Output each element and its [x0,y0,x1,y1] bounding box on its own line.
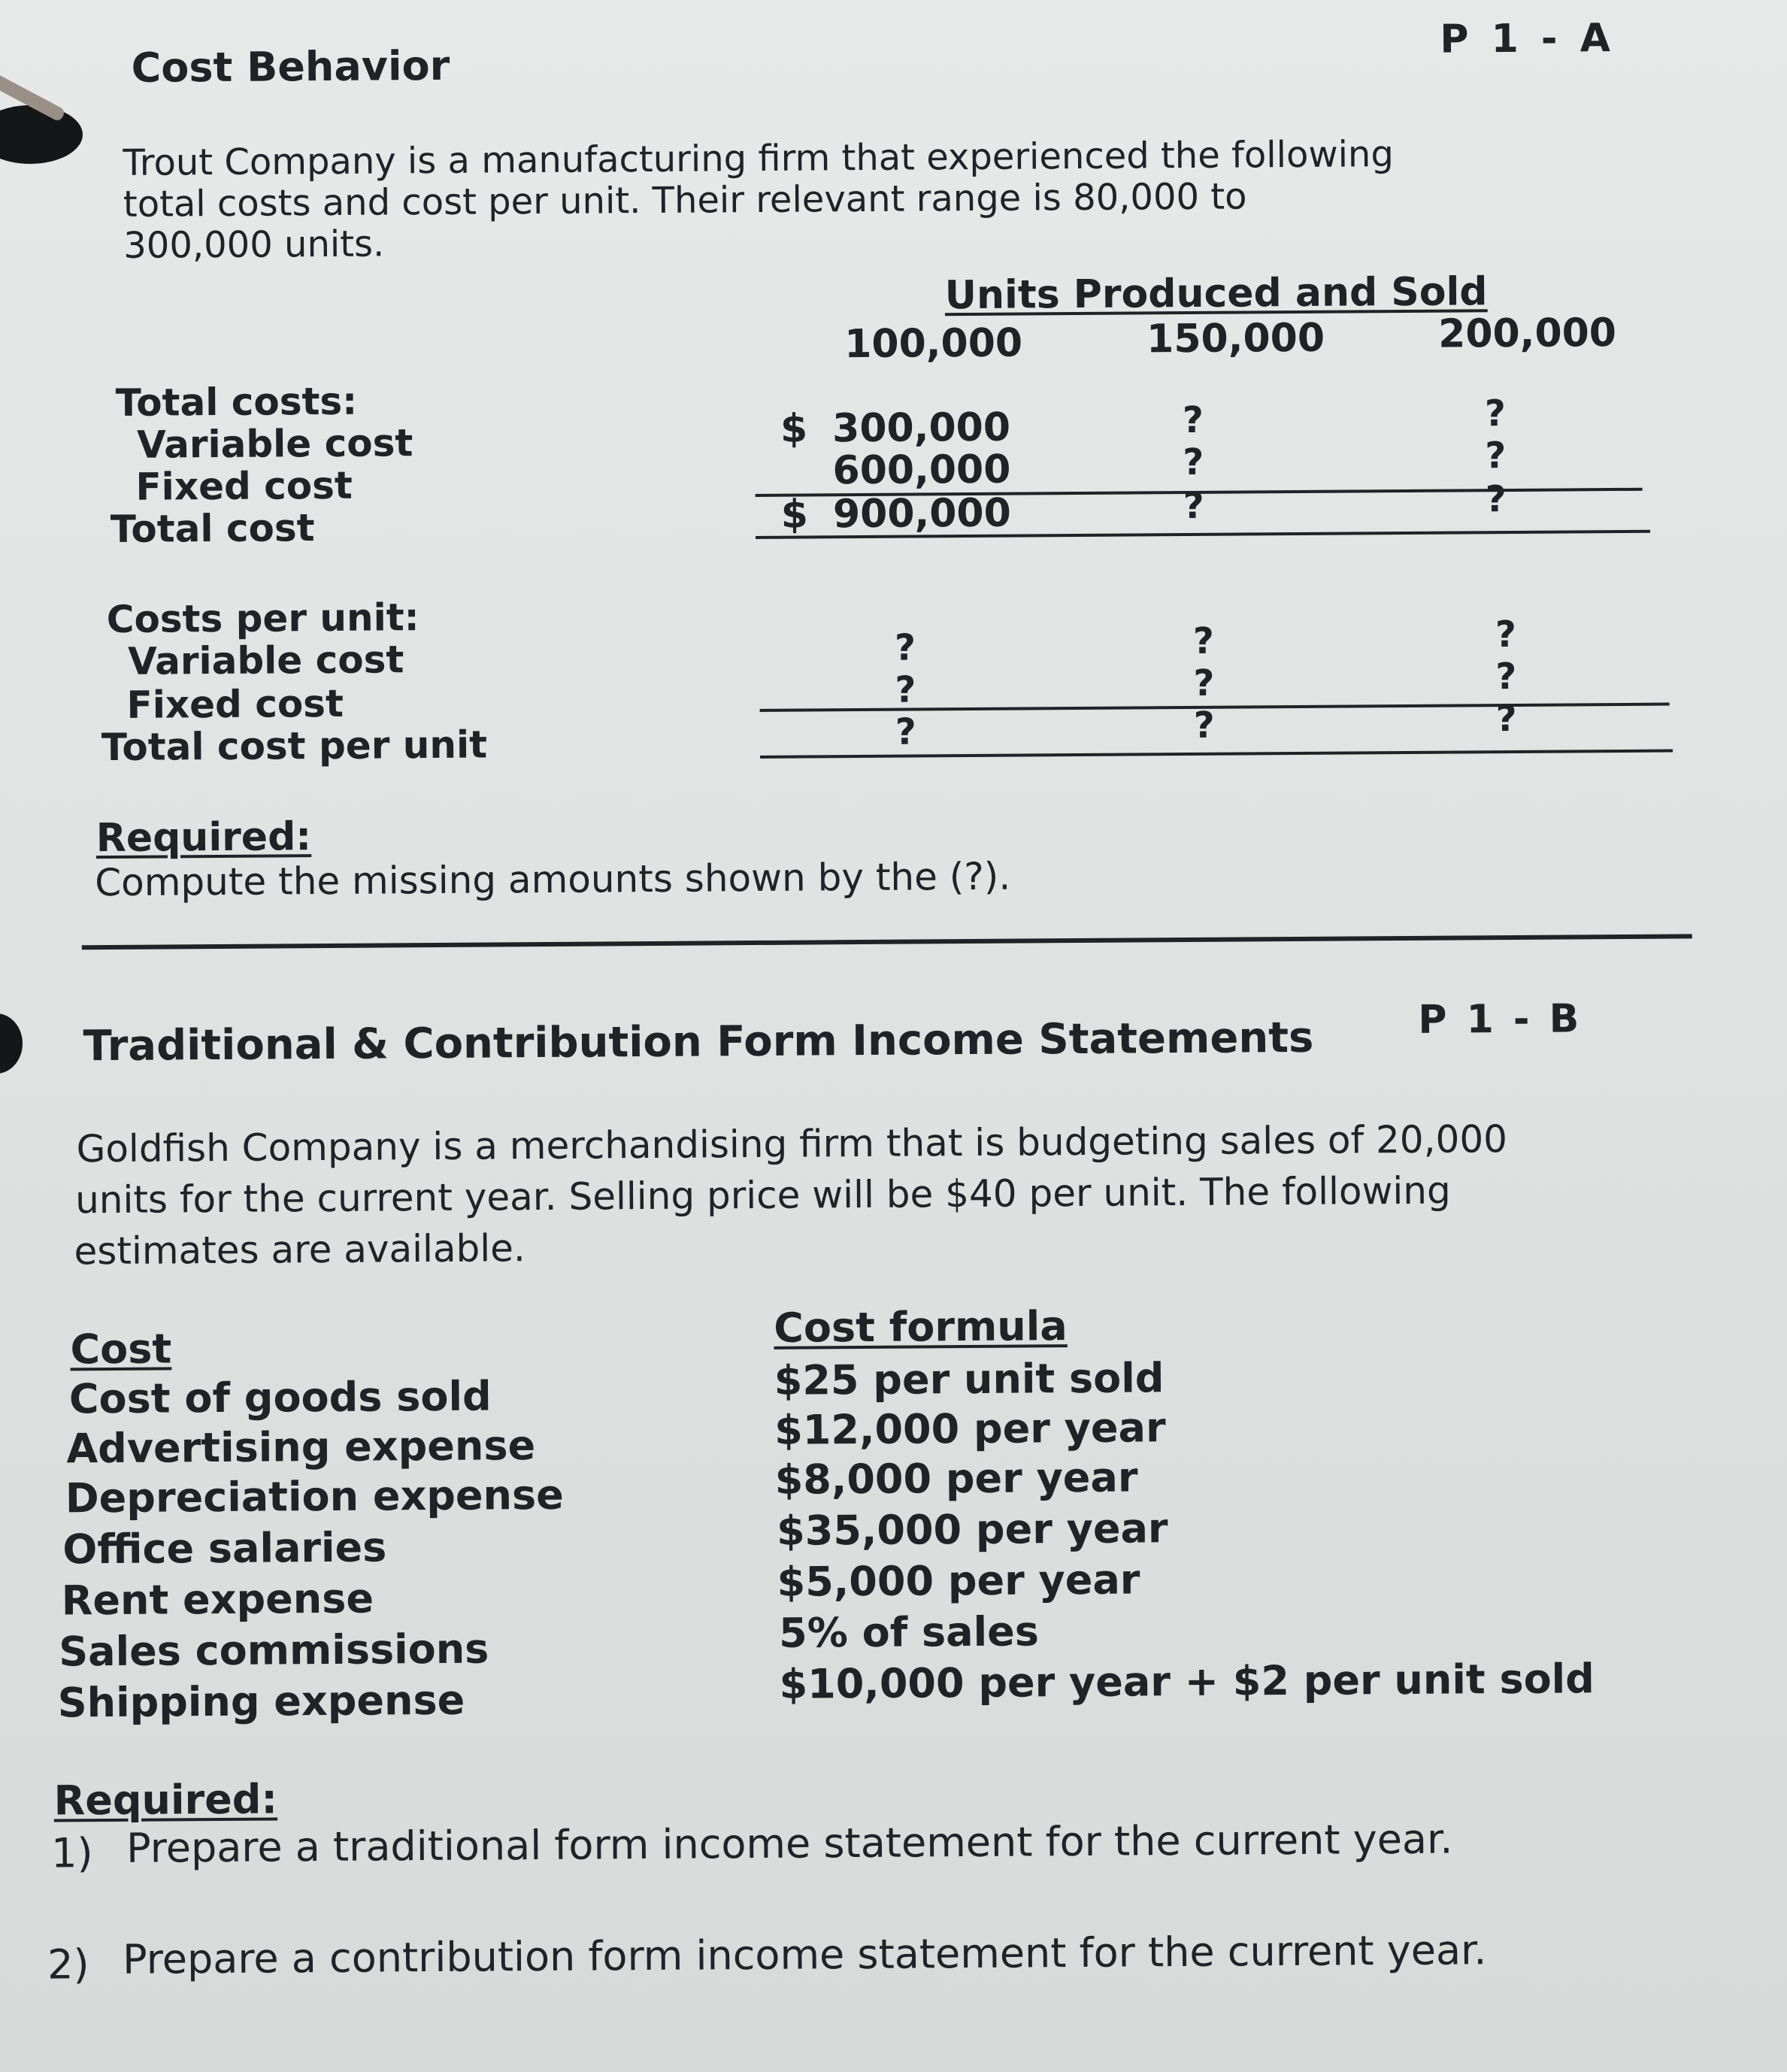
cost-formula-header: Cost formula [774,1302,1068,1352]
unit-fixed-200000: ? [1495,655,1517,698]
formula-rent: $5,000 per year [777,1556,1140,1606]
formula-depreciation: $8,000 per year [774,1453,1138,1504]
formula-office-salaries: $35,000 per year [776,1504,1168,1555]
p1a-intro-line-2: total costs and cost per unit. Their relevant range is 80,000 to [123,175,1247,226]
variable-cost-200000: ? [1484,392,1507,435]
required-item-2-number: 2) [47,1940,89,1989]
column-header-100000: 100,000 [844,320,1023,368]
column-header-200000: 200,000 [1437,310,1617,357]
cost-name-cogs: Cost of goods sold [68,1372,492,1423]
currency-symbol-total: $ [780,492,809,538]
cost-name-advertising: Advertising expense [66,1422,536,1473]
formula-sales-commissions: 5% of sales [778,1607,1040,1657]
cost-name-sales-commissions: Sales commissions [59,1625,489,1676]
total-cost-200000: ? [1485,478,1507,521]
variable-cost-150000: ? [1182,398,1204,442]
cost-name-shipping: Shipping expense [57,1676,465,1727]
cost-name-depreciation: Depreciation expense [65,1471,564,1522]
p1a-intro-line-3: 300,000 units. [123,223,385,267]
total-cost-100000: 900,000 [832,490,1012,538]
p1b-required-label: Required: [53,1775,278,1825]
p1b-intro-line-1: Goldfish Company is a merchandising firm that is budgeting sales of 20,000 [76,1117,1508,1171]
total-cost-150000: ? [1183,484,1204,528]
total-costs-heading: Total costs: [115,379,358,425]
cost-name-rent: Rent expense [61,1574,374,1625]
unit-fixed-150000: ? [1193,662,1215,704]
p1a-title: Cost Behavior [131,41,450,92]
required-item-1-text: Prepare a traditional form income statement for the current year. [126,1815,1453,1872]
currency-symbol: $ [780,406,808,452]
p1b-title: Traditional & Contribution Form Income Statements [83,1013,1314,1071]
p1b-label: P 1 - B [1418,996,1583,1043]
total-fixed-cost-label: Fixed cost [135,463,353,509]
p1a-intro-line-1: Trout Company is a manufacturing firm that experienced the following [123,133,1395,184]
p1a-required-text: Compute the missing amounts shown by the (?). [94,854,1011,905]
unit-fixed-cost-label: Fixed cost [126,681,344,727]
unit-total-200000: ? [1495,697,1517,741]
formula-cogs: $25 per unit sold [774,1354,1165,1404]
required-item-2-text: Prepare a contribution form income statement for the current year. [122,1926,1487,1983]
p1b-intro-line-2: units for the current year. Selling price will be $40 per unit. The following [74,1168,1451,1222]
unit-variable-150000: ? [1192,619,1215,662]
section-p1a [0,0,1787,977]
costs-per-unit-heading: Costs per unit: [106,595,419,642]
required-item-1-number: 1) [50,1829,93,1877]
variable-cost-100000: 300,000 [831,404,1011,452]
total-cost-per-unit-label: Total cost per unit [101,722,488,770]
unit-total-100000: ? [895,710,916,753]
total-variable-cost-label: Variable cost [136,421,413,467]
fixed-cost-150000: ? [1183,441,1204,484]
total-cost-label: Total cost [110,506,315,551]
p1a-label: P 1 - A [1440,16,1616,62]
section-p1b [0,965,1787,2072]
fixed-cost-100000: 600,000 [832,447,1011,494]
unit-variable-100000: ? [894,626,916,669]
p1b-intro-line-3: estimates are available. [74,1226,526,1274]
fixed-cost-200000: ? [1485,435,1507,477]
unit-fixed-100000: ? [895,668,916,711]
unit-total-150000: ? [1193,704,1215,747]
formula-shipping: $10,000 per year + $2 per unit sold [779,1655,1595,1708]
section-divider [82,934,1692,950]
column-header-150000: 150,000 [1146,315,1325,362]
unit-variable-200000: ? [1495,613,1517,656]
units-header: Units Produced and Sold [944,269,1488,319]
cost-header: Cost [70,1325,172,1374]
formula-advertising: $12,000 per year [774,1404,1166,1454]
unit-variable-cost-label: Variable cost [127,638,404,683]
p1a-required-label: Required: [95,814,312,862]
cost-name-office-salaries: Office salaries [62,1523,387,1574]
